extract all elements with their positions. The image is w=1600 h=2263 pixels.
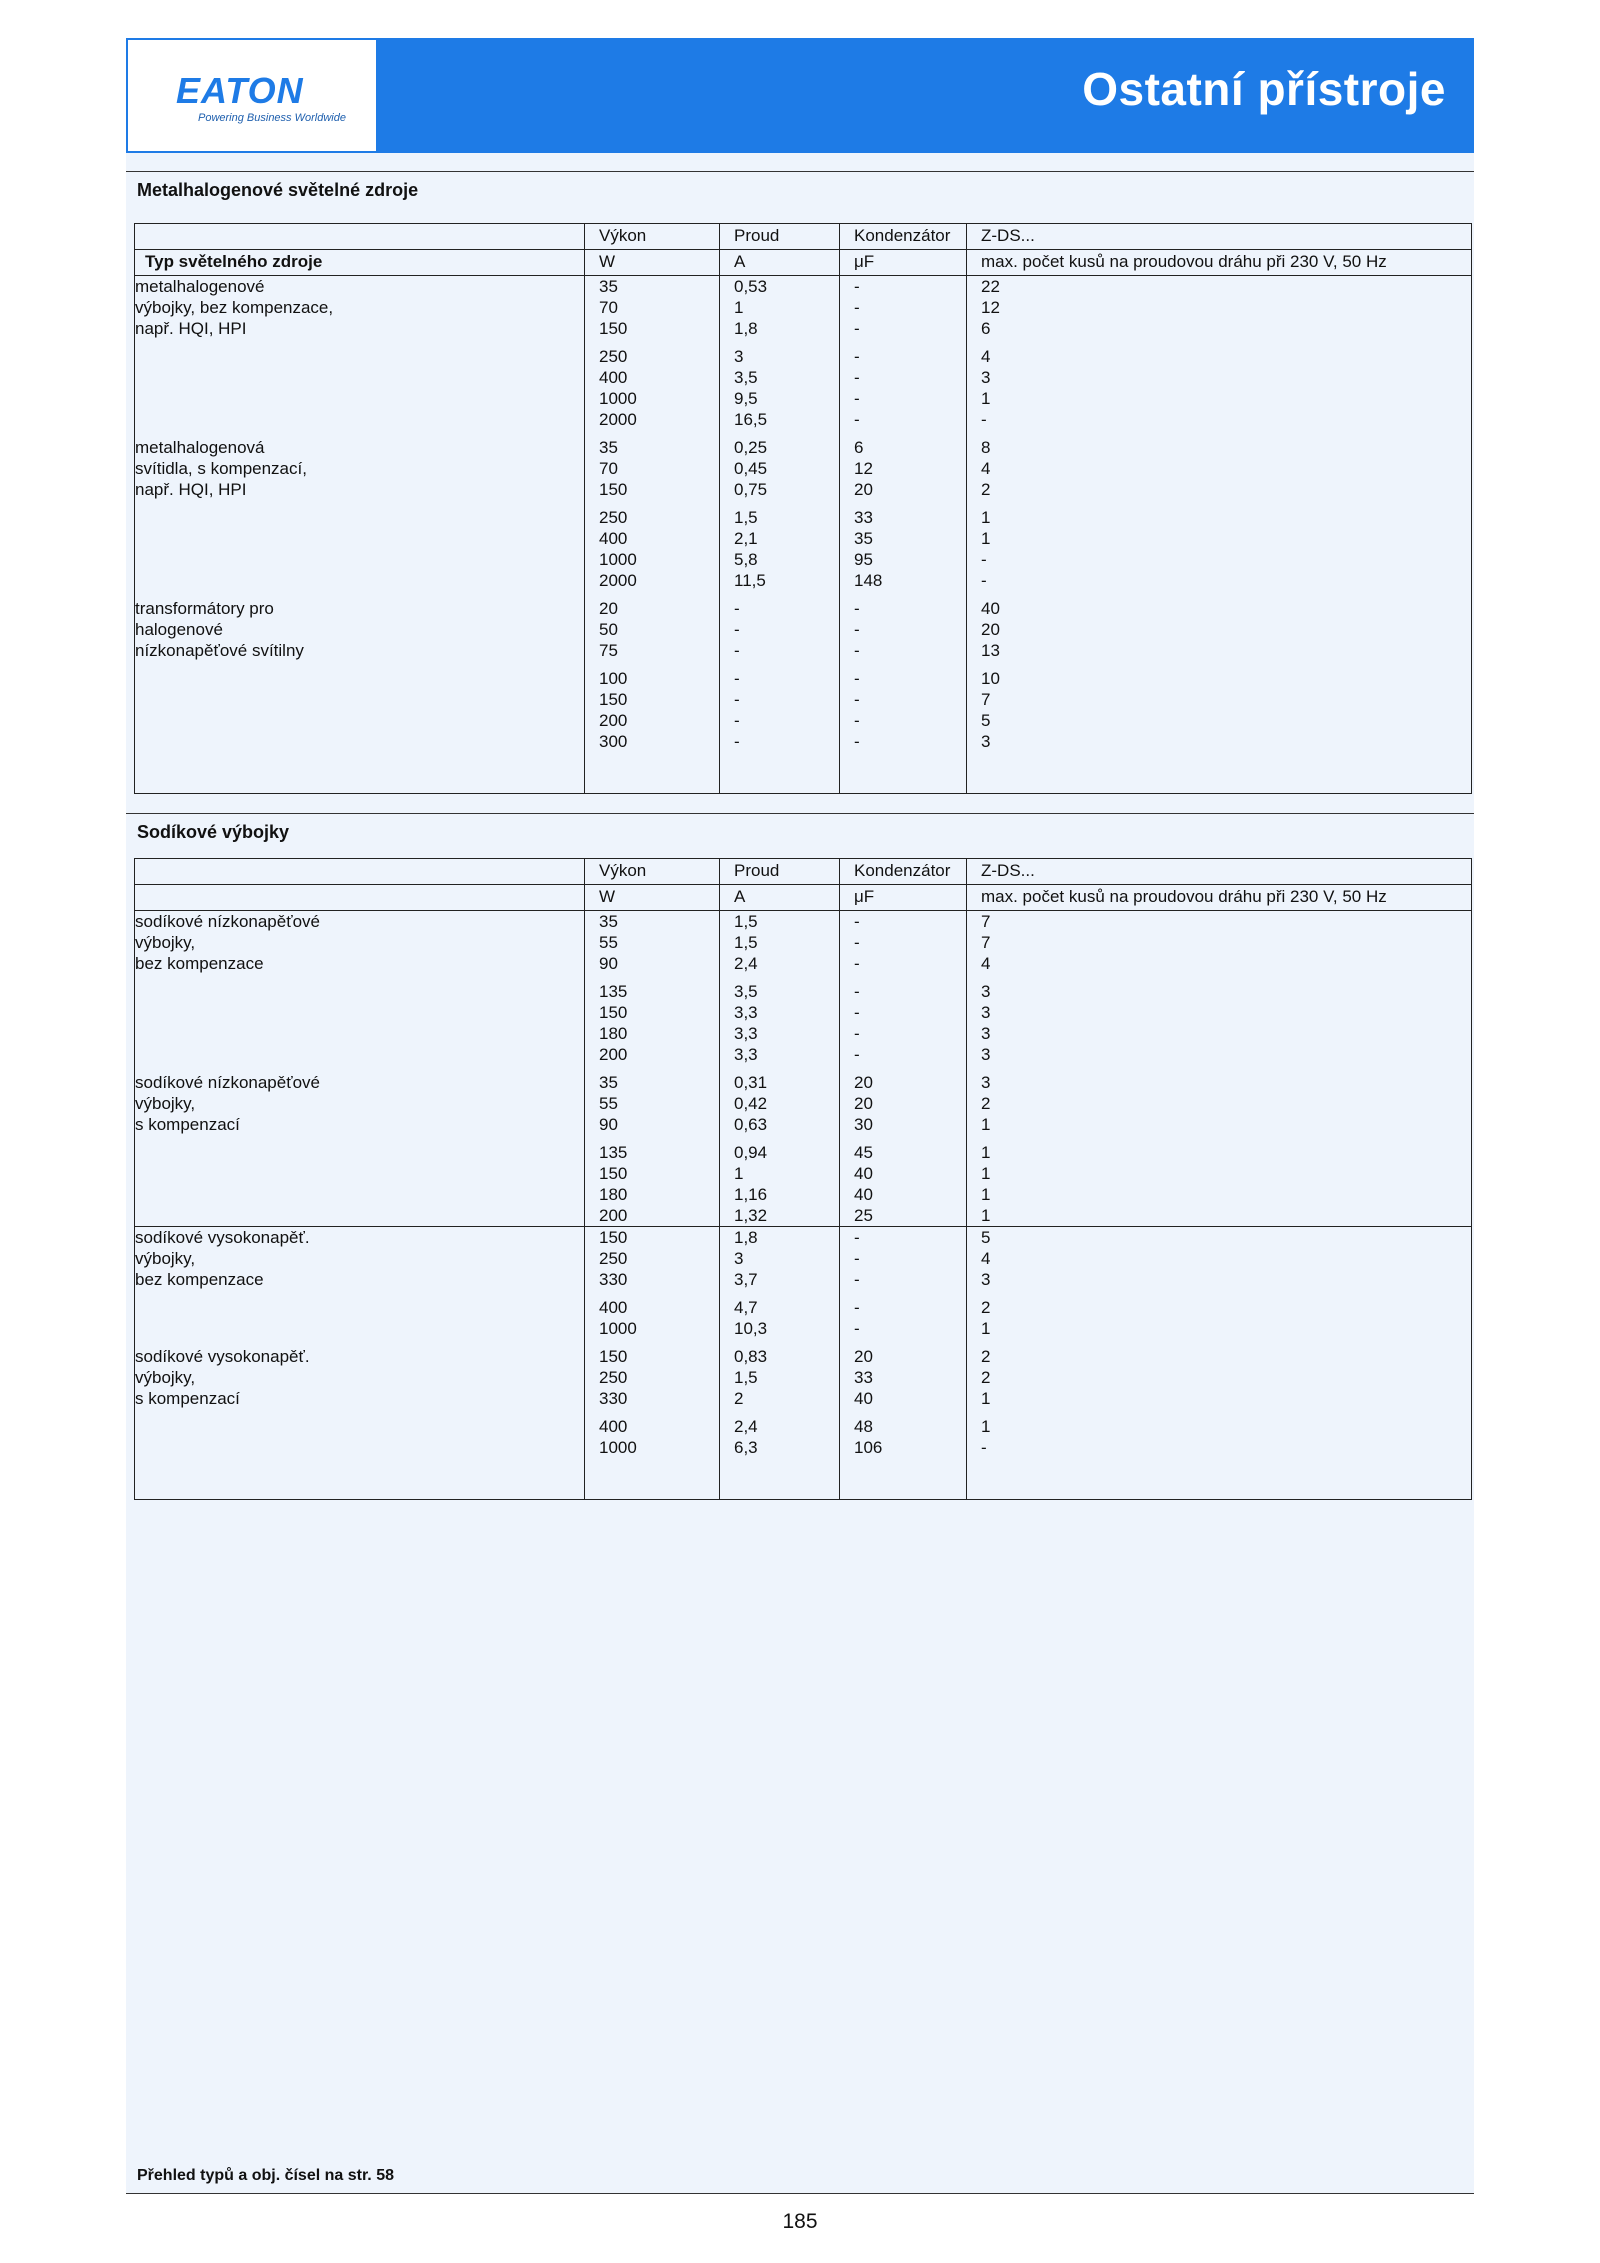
lamp-type-text	[135, 689, 570, 710]
table-cell-value: 11,5	[734, 571, 766, 590]
capacitor-column	[840, 911, 967, 1227]
table-cell-value: 35	[854, 529, 873, 548]
table-cell-value: 0,31	[734, 1073, 768, 1092]
table-cell-value: 0,75	[734, 480, 768, 499]
col-header-current: Proud	[720, 224, 840, 250]
table-cell-value: 180	[599, 1185, 628, 1204]
table-cell-value: -	[854, 410, 860, 429]
table-cell-value: -	[854, 912, 860, 931]
table-cell-value: 1	[981, 529, 991, 548]
table-cell-value: 135	[599, 982, 628, 1001]
lamp-type-text	[135, 1184, 570, 1205]
row-label-type: Typ světelného zdroje	[135, 250, 585, 276]
section-title-metalhalogen: Metalhalogenové světelné zdroje	[137, 180, 419, 200]
lamp-type-text: sodíkové vysokonapěť.	[135, 1228, 310, 1247]
desc-column	[135, 1227, 585, 1500]
table-cell-value: 3,7	[734, 1270, 758, 1289]
table-cell-value: 1000	[599, 550, 637, 569]
table-cell-value: 2,1	[734, 529, 758, 548]
eaton-logo	[128, 40, 376, 151]
lamp-type-text	[135, 409, 570, 430]
lamp-type-text	[135, 570, 570, 591]
table-cell-value: 1	[981, 1185, 991, 1204]
page-title: Ostatní přístroje	[1082, 63, 1446, 115]
table-cell-value: 150	[599, 1003, 628, 1022]
lamp-type-text: výbojky,	[135, 1368, 196, 1387]
table-cell-value: 22	[981, 277, 1000, 296]
unit-zds: max. počet kusů na proudovou dráhu při 230 V, 50 Hz	[967, 885, 1472, 911]
table-cell-value: 3	[981, 368, 991, 387]
table-cell-value: 0,94	[734, 1143, 768, 1162]
table-cell-value: -	[854, 298, 860, 317]
table-cell-value: 5,8	[734, 550, 758, 569]
lamp-type-text	[135, 1437, 570, 1458]
table-cell-value: -	[854, 347, 860, 366]
table-cell-value: 250	[599, 347, 628, 366]
lamp-type-text	[135, 981, 570, 1002]
table-cell-value: 1,5	[734, 912, 758, 931]
table-cell-value: -	[981, 571, 987, 590]
table-cell-value: 4	[981, 954, 991, 973]
table-cell-value: 6,3	[734, 1438, 758, 1457]
lamp-type-text	[135, 1163, 570, 1184]
table-cell-value: 250	[599, 1249, 628, 1268]
table-cell-value: -	[854, 711, 860, 730]
table-cell-value: 2	[981, 1094, 991, 1113]
table-cell-value: 250	[599, 1368, 628, 1387]
table-cell-value: 4,7	[734, 1298, 758, 1317]
table-cell-value: 33	[854, 508, 873, 527]
table-body-row-low-pressure	[135, 911, 1472, 1227]
table-cell-value: 180	[599, 1024, 628, 1043]
table-units-row	[135, 885, 1472, 911]
table-cell-value: 150	[599, 1164, 628, 1183]
table-cell-value: -	[734, 711, 740, 730]
desc-column	[135, 276, 585, 794]
table-units-row	[135, 250, 1472, 276]
power-column	[585, 911, 720, 1227]
table-cell-value: 3	[734, 347, 744, 366]
table-cell-value: 48	[854, 1417, 873, 1436]
table-body-row	[135, 276, 1472, 794]
lamp-type-text	[135, 710, 570, 731]
unit-current: A	[720, 250, 840, 276]
table-cell-value: -	[734, 690, 740, 709]
table-cell-value: 20	[599, 599, 618, 618]
lamp-type-text	[135, 1297, 570, 1318]
lamp-type-text: transformátory pro	[135, 599, 274, 618]
table-cell-value: 1	[734, 1164, 744, 1183]
table-cell-value: -	[981, 1438, 987, 1457]
table-cell-value: 1	[981, 1206, 991, 1225]
lamp-type-text: nízkonapěťové svítilny	[135, 641, 304, 660]
table-cell-value: 3,3	[734, 1045, 758, 1064]
table-cell-value: -	[854, 1319, 860, 1338]
table-cell-value: 1	[981, 1417, 991, 1436]
table-cell-value: 148	[854, 571, 883, 590]
table-cell-value: -	[854, 732, 860, 751]
table-cell-value: 5	[981, 1228, 991, 1247]
table-cell-value: 1	[734, 298, 744, 317]
table-cell-value: 7	[981, 933, 991, 952]
metalhalogen-table	[134, 223, 1472, 794]
table-cell-value: 3,5	[734, 368, 758, 387]
section-divider	[126, 171, 1474, 172]
table-cell-value: 1	[981, 1115, 991, 1134]
table-cell-value: 4	[981, 347, 991, 366]
lamp-type-text: s kompenzací	[135, 1115, 240, 1134]
table-cell-value: 300	[599, 732, 628, 751]
table-cell-value: 20	[981, 620, 1000, 639]
lamp-type-text	[135, 1205, 570, 1226]
table-cell-value: 330	[599, 1270, 628, 1289]
col-header-capacitor: Kondenzátor	[840, 859, 967, 885]
zds-column	[967, 911, 1472, 1227]
table-cell-value: 35	[599, 1073, 618, 1092]
lamp-type-text: výbojky, bez kompenzace,	[135, 298, 334, 317]
table-cell-value: 40	[854, 1164, 873, 1183]
table-cell-value: 35	[599, 912, 618, 931]
table-cell-value: 7	[981, 912, 991, 931]
table-cell-value: 3	[981, 1024, 991, 1043]
table-cell-value: 95	[854, 550, 873, 569]
table-header-row	[135, 224, 1472, 250]
lamp-type-text: s kompenzací	[135, 1389, 240, 1408]
table-cell-value: 35	[599, 438, 618, 457]
table-cell-value: 0,42	[734, 1094, 768, 1113]
col-header-capacitor: Kondenzátor	[840, 224, 967, 250]
footer-note: Přehled typů a obj. čísel na str. 58	[137, 2167, 394, 2184]
table-cell-value: 150	[599, 1228, 628, 1247]
lamp-type-text	[135, 1044, 570, 1065]
section-title-sodium: Sodíkové výbojky	[137, 822, 290, 842]
table-cell-value: 13	[981, 641, 1000, 660]
table-cell-value: 75	[599, 641, 618, 660]
unit-current: A	[720, 885, 840, 911]
table-cell-value: 9,5	[734, 389, 758, 408]
table-cell-value: -	[854, 319, 860, 338]
table-cell-value: 1	[981, 1164, 991, 1183]
table-cell-value: 400	[599, 1298, 628, 1317]
table-cell-value: -	[854, 620, 860, 639]
col-header-power: Výkon	[585, 859, 720, 885]
lamp-type-text	[135, 668, 570, 689]
table-cell-value: 55	[599, 1094, 618, 1113]
lamp-type-text: sodíkové nízkonapěťové	[135, 1073, 320, 1092]
table-cell-value: 10,3	[734, 1319, 768, 1338]
table-cell-value: 25	[854, 1206, 873, 1225]
table-cell-value: -	[734, 669, 740, 688]
table-cell-value: 3,3	[734, 1024, 758, 1043]
table-cell-value: 100	[599, 669, 628, 688]
table-cell-value: 1,32	[734, 1206, 768, 1225]
table-cell-value: 12	[854, 459, 873, 478]
table-body-row-high-pressure	[135, 1227, 1472, 1500]
capacitor-column	[840, 276, 967, 794]
table-cell-value: 1,5	[734, 933, 758, 952]
table-cell-value: 45	[854, 1143, 873, 1162]
table-cell-value: 1,8	[734, 319, 758, 338]
unit-power: W	[585, 250, 720, 276]
unit-zds: max. počet kusů na proudovou dráhu při 230 V, 50 Hz	[967, 250, 1472, 276]
table-cell-value: 200	[599, 1206, 628, 1225]
table-cell-value: -	[854, 641, 860, 660]
table-cell-value: 6	[981, 319, 991, 338]
table-cell-value: 150	[599, 480, 628, 499]
power-column	[585, 276, 720, 794]
table-cell-value: 1	[981, 1389, 991, 1408]
table-cell-value: 135	[599, 1143, 628, 1162]
table-cell-value: -	[854, 1024, 860, 1043]
table-cell-value: -	[854, 599, 860, 618]
table-header-row	[135, 859, 1472, 885]
table-cell-value: 1,16	[734, 1185, 768, 1204]
table-cell-value: -	[854, 1270, 860, 1289]
table-cell-value: 150	[599, 1347, 628, 1366]
table-cell-value: 1000	[599, 1319, 637, 1338]
table-cell-value: 12	[981, 298, 1000, 317]
table-cell-value: -	[854, 954, 860, 973]
table-cell-value: 55	[599, 933, 618, 952]
table-cell-value: 2	[981, 1368, 991, 1387]
table-cell-value: -	[854, 669, 860, 688]
table-cell-value: 200	[599, 711, 628, 730]
table-cell-value: 1	[981, 1319, 991, 1338]
lamp-type-text: např. HQI, HPI	[135, 480, 247, 499]
zds-column	[967, 276, 1472, 794]
table-cell-value: -	[854, 982, 860, 1001]
table-cell-value: 5	[981, 711, 991, 730]
table-cell-value: 3	[981, 732, 991, 751]
table-cell-value: 70	[599, 298, 618, 317]
unit-power: W	[585, 885, 720, 911]
table-cell-value: 2000	[599, 410, 637, 429]
table-cell-value: 330	[599, 1389, 628, 1408]
table-cell-value: 35	[599, 277, 618, 296]
table-cell-value: 250	[599, 508, 628, 527]
table-cell-value: 1000	[599, 389, 637, 408]
col-header-current: Proud	[720, 859, 840, 885]
lamp-type-text	[135, 1023, 570, 1044]
table-cell-value: 40	[854, 1389, 873, 1408]
footer-divider	[126, 2193, 1474, 2194]
table-cell-value: 3,5	[734, 982, 758, 1001]
table-cell-value: 20	[854, 480, 873, 499]
lamp-type-text: metalhalogenová	[135, 438, 265, 457]
table-cell-value: -	[854, 1249, 860, 1268]
table-cell-value: 6	[854, 438, 864, 457]
table-cell-value: -	[734, 732, 740, 751]
capacitor-column	[840, 1227, 967, 1500]
table-cell-value: 0,83	[734, 1347, 768, 1366]
current-column	[720, 276, 840, 794]
table-cell-value: 20	[854, 1347, 873, 1366]
lamp-type-text: svítidla, s kompenzací,	[135, 459, 307, 478]
page-number: 185	[782, 2210, 818, 2233]
zds-column	[967, 1227, 1472, 1500]
table-cell-value: 400	[599, 1417, 628, 1436]
lamp-type-text	[135, 346, 570, 367]
table-cell-value: 1	[981, 389, 991, 408]
table-cell-value: 3	[981, 1073, 991, 1092]
table-cell-value: 40	[854, 1185, 873, 1204]
table-cell-value: 2	[981, 480, 991, 499]
logo-tagline: Powering Business Worldwide	[198, 112, 346, 124]
current-column	[720, 911, 840, 1227]
table-cell-value: -	[854, 368, 860, 387]
logo-wordmark: EATON	[176, 70, 304, 111]
table-cell-value: 3	[981, 1045, 991, 1064]
current-column	[720, 1227, 840, 1500]
table-cell-value: 8	[981, 438, 991, 457]
table-cell-value: 106	[854, 1438, 883, 1457]
table-cell-value: 3	[981, 1003, 991, 1022]
lamp-type-text	[135, 367, 570, 388]
table-cell-value: -	[854, 1045, 860, 1064]
table-cell-value: -	[854, 389, 860, 408]
lamp-type-text	[135, 549, 570, 570]
lamp-type-text	[135, 528, 570, 549]
table-cell-value: 200	[599, 1045, 628, 1064]
table-cell-value: -	[981, 410, 987, 429]
table-cell-value: 3,3	[734, 1003, 758, 1022]
lamp-type-text: bez kompenzace	[135, 954, 264, 973]
table-cell-value: -	[854, 690, 860, 709]
table-cell-value: 30	[854, 1115, 873, 1134]
table-cell-value: 150	[599, 690, 628, 709]
unit-capacitor: μF	[840, 250, 967, 276]
table-cell-value: -	[854, 277, 860, 296]
table-cell-value: 1,5	[734, 508, 758, 527]
table-cell-value: -	[854, 1228, 860, 1247]
table-cell-value: 4	[981, 1249, 991, 1268]
lamp-type-text: výbojky,	[135, 1249, 196, 1268]
lamp-type-text: výbojky,	[135, 933, 196, 952]
table-cell-value: 40	[981, 599, 1000, 618]
lamp-type-text	[135, 1416, 570, 1437]
table-cell-value: 50	[599, 620, 618, 639]
table-cell-value: 1,8	[734, 1228, 758, 1247]
lamp-type-text: sodíkové vysokonapěť.	[135, 1347, 310, 1366]
table-cell-value: 90	[599, 954, 618, 973]
lamp-type-text: např. HQI, HPI	[135, 319, 247, 338]
table-cell-value: 4	[981, 459, 991, 478]
table-cell-value: 0,25	[734, 438, 768, 457]
table-cell-value: -	[981, 550, 987, 569]
table-cell-value: 150	[599, 319, 628, 338]
lamp-type-text	[135, 507, 570, 528]
table-cell-value: 20	[854, 1094, 873, 1113]
table-cell-value: 3	[981, 982, 991, 1001]
table-cell-value: 10	[981, 669, 1000, 688]
table-cell-value: 20	[854, 1073, 873, 1092]
table-cell-value: 1000	[599, 1438, 637, 1457]
table-cell-value: 2	[734, 1389, 744, 1408]
power-column	[585, 1227, 720, 1500]
table-cell-value: -	[854, 933, 860, 952]
section-divider	[126, 813, 1474, 814]
desc-column	[135, 911, 585, 1227]
table-cell-value: 2,4	[734, 1417, 758, 1436]
table-cell-value: 400	[599, 368, 628, 387]
lamp-type-text	[135, 1318, 570, 1339]
unit-capacitor: μF	[840, 885, 967, 911]
table-cell-value: -	[854, 1003, 860, 1022]
table-cell-value: -	[854, 1298, 860, 1317]
table-cell-value: 400	[599, 529, 628, 548]
table-cell-value: 3	[981, 1270, 991, 1289]
col-header-power: Výkon	[585, 224, 720, 250]
lamp-type-text	[135, 731, 570, 752]
lamp-type-text: výbojky,	[135, 1094, 196, 1113]
table-cell-value: -	[734, 641, 740, 660]
lamp-type-text	[135, 1002, 570, 1023]
table-cell-value: 33	[854, 1368, 873, 1387]
table-cell-value: 1,5	[734, 1368, 758, 1387]
lamp-type-text: halogenové	[135, 620, 223, 639]
lamp-type-text: metalhalogenové	[135, 277, 265, 296]
table-cell-value: 2	[981, 1347, 991, 1366]
table-cell-value: 2000	[599, 571, 637, 590]
table-cell-value: 16,5	[734, 410, 768, 429]
lamp-type-text: bez kompenzace	[135, 1270, 264, 1289]
table-cell-value: 0,45	[734, 459, 768, 478]
table-cell-value: 70	[599, 459, 618, 478]
table-cell-value: 3	[734, 1249, 744, 1268]
table-cell-value: 7	[981, 690, 991, 709]
table-cell-value: 0,63	[734, 1115, 768, 1134]
col-header-zds: Z-DS...	[967, 224, 1472, 250]
table-cell-value: -	[734, 599, 740, 618]
lamp-type-text: sodíkové nízkonapěťové	[135, 912, 320, 931]
table-cell-value: 90	[599, 1115, 618, 1134]
col-header-zds: Z-DS...	[967, 859, 1472, 885]
table-cell-value: 1	[981, 1143, 991, 1162]
lamp-type-text	[135, 1142, 570, 1163]
lamp-type-text	[135, 388, 570, 409]
table-cell-value: 2	[981, 1298, 991, 1317]
table-cell-value: 2,4	[734, 954, 758, 973]
sodium-table	[134, 858, 1472, 1500]
table-cell-value: 0,53	[734, 277, 768, 296]
table-cell-value: 1	[981, 508, 991, 527]
table-cell-value: -	[734, 620, 740, 639]
